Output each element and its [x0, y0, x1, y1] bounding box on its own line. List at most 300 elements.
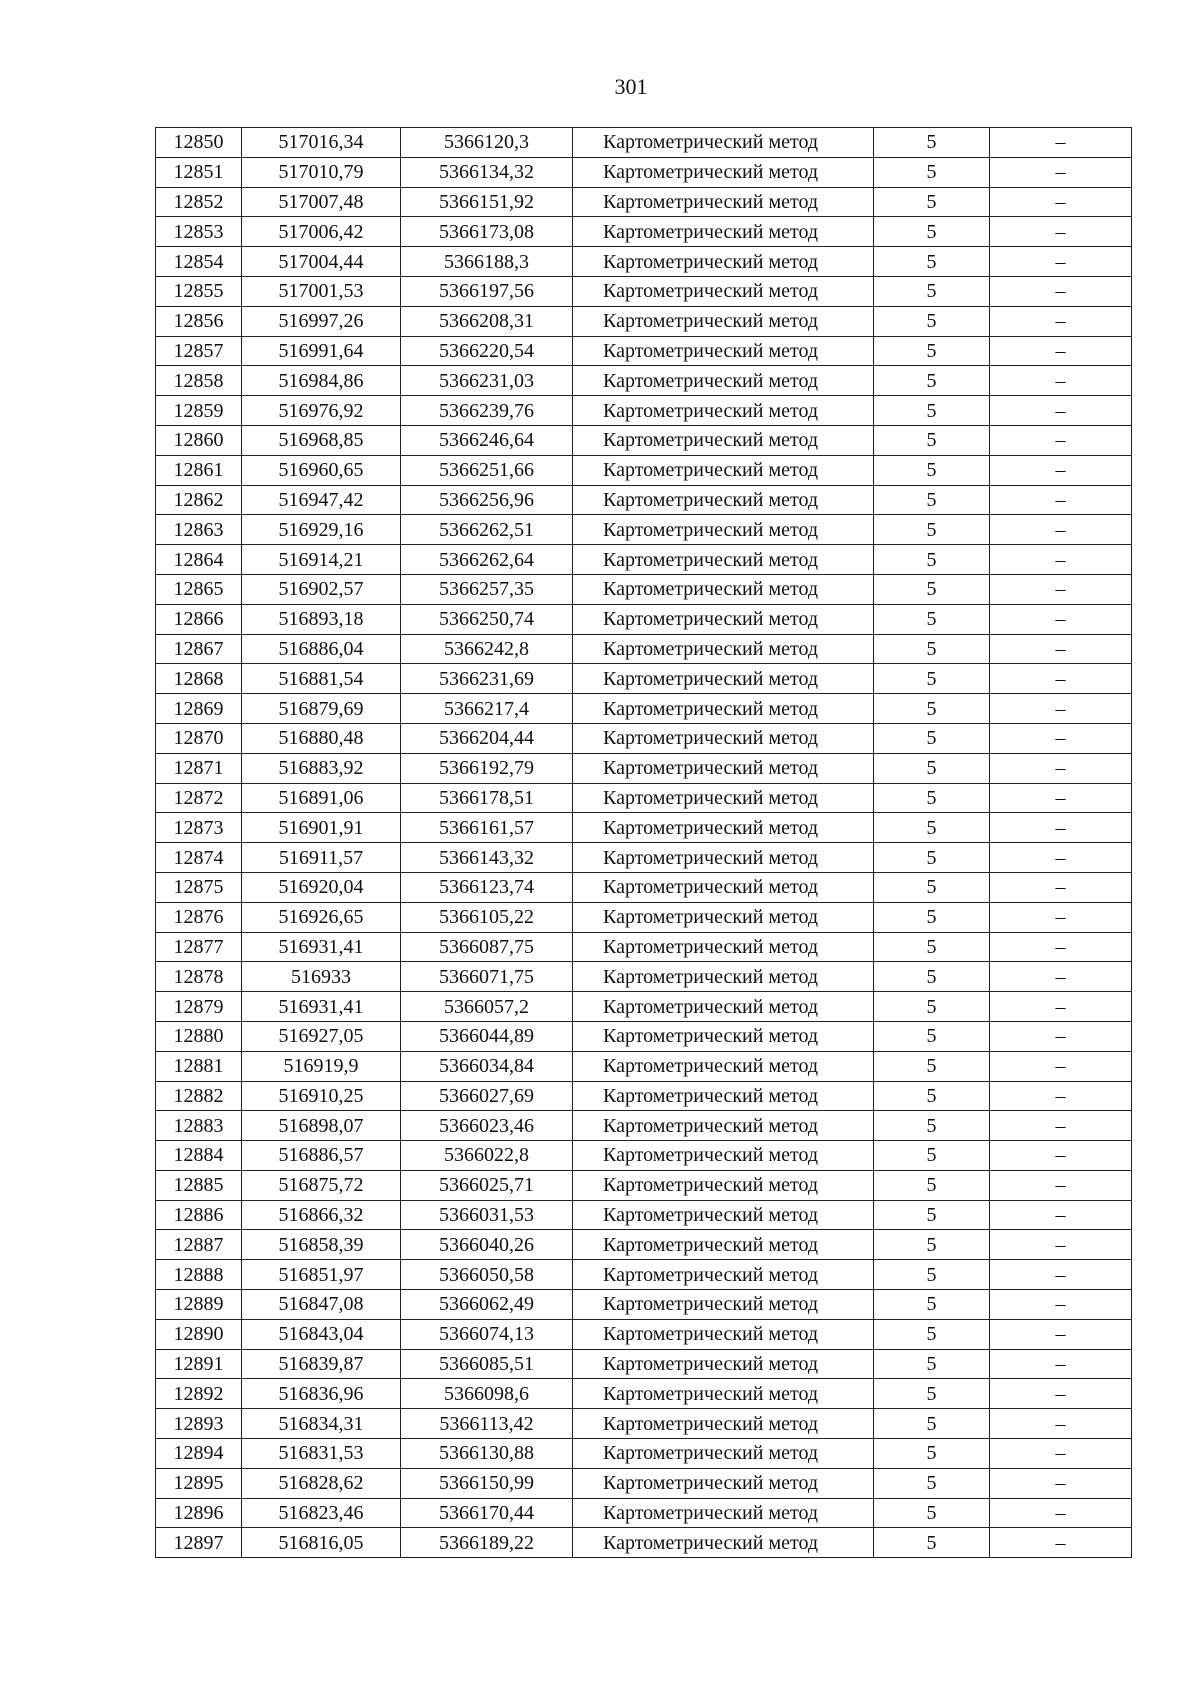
point-number-cell: 12875	[156, 872, 242, 902]
note-cell: –	[990, 962, 1132, 992]
point-number-cell: 12880	[156, 1021, 242, 1051]
note-cell: –	[990, 1230, 1132, 1260]
y-coordinate-cell: 5366044,89	[401, 1021, 573, 1051]
accuracy-cell: 5	[874, 545, 990, 575]
accuracy-cell: 5	[874, 396, 990, 426]
table-row	[156, 276, 1132, 306]
table-row	[156, 306, 1132, 336]
x-coordinate-cell: 516839,87	[242, 1349, 401, 1379]
method-cell: Картометрический метод	[573, 694, 874, 724]
note-cell: –	[990, 187, 1132, 217]
point-number-cell: 12857	[156, 336, 242, 366]
table-row	[156, 1260, 1132, 1290]
accuracy-cell: 5	[874, 783, 990, 813]
table-row	[156, 723, 1132, 753]
table-row	[156, 217, 1132, 247]
accuracy-cell: 5	[874, 1260, 990, 1290]
accuracy-cell: 5	[874, 336, 990, 366]
y-coordinate-cell: 5366242,8	[401, 634, 573, 664]
accuracy-cell: 5	[874, 515, 990, 545]
note-cell: –	[990, 1439, 1132, 1469]
method-cell: Картометрический метод	[573, 1200, 874, 1230]
y-coordinate-cell: 5366197,56	[401, 276, 573, 306]
table-row	[156, 872, 1132, 902]
table-row	[156, 157, 1132, 187]
y-coordinate-cell: 5366050,58	[401, 1260, 573, 1290]
y-coordinate-cell: 5366130,88	[401, 1439, 573, 1469]
accuracy-cell: 5	[874, 157, 990, 187]
point-number-cell: 12873	[156, 813, 242, 843]
table-row	[156, 932, 1132, 962]
x-coordinate-cell: 516881,54	[242, 664, 401, 694]
note-cell: –	[990, 545, 1132, 575]
table-row	[156, 366, 1132, 396]
y-coordinate-cell: 5366188,3	[401, 247, 573, 277]
x-coordinate-cell: 516866,32	[242, 1200, 401, 1230]
point-number-cell: 12892	[156, 1379, 242, 1409]
note-cell: –	[990, 723, 1132, 753]
method-cell: Картометрический метод	[573, 515, 874, 545]
point-number-cell: 12851	[156, 157, 242, 187]
x-coordinate-cell: 516893,18	[242, 604, 401, 634]
table-row	[156, 1349, 1132, 1379]
table-body	[156, 128, 1132, 1558]
method-cell: Картометрический метод	[573, 1051, 874, 1081]
method-cell: Картометрический метод	[573, 1409, 874, 1439]
x-coordinate-cell: 516997,26	[242, 306, 401, 336]
note-cell: –	[990, 128, 1132, 158]
table-row	[156, 128, 1132, 158]
table-row	[156, 1081, 1132, 1111]
y-coordinate-cell: 5366025,71	[401, 1170, 573, 1200]
accuracy-cell: 5	[874, 1200, 990, 1230]
accuracy-cell: 5	[874, 1439, 990, 1469]
method-cell: Картометрический метод	[573, 1498, 874, 1528]
table-row	[156, 634, 1132, 664]
note-cell: –	[990, 574, 1132, 604]
y-coordinate-cell: 5366151,92	[401, 187, 573, 217]
point-number-cell: 12883	[156, 1111, 242, 1141]
y-coordinate-cell: 5366217,4	[401, 694, 573, 724]
method-cell: Картометрический метод	[573, 574, 874, 604]
method-cell: Картометрический метод	[573, 1528, 874, 1558]
note-cell: –	[990, 276, 1132, 306]
accuracy-cell: 5	[874, 1528, 990, 1558]
method-cell: Картометрический метод	[573, 604, 874, 634]
method-cell: Картометрический метод	[573, 1349, 874, 1379]
accuracy-cell: 5	[874, 902, 990, 932]
point-number-cell: 12855	[156, 276, 242, 306]
accuracy-cell: 5	[874, 276, 990, 306]
point-number-cell: 12876	[156, 902, 242, 932]
note-cell: –	[990, 634, 1132, 664]
point-number-cell: 12888	[156, 1260, 242, 1290]
accuracy-cell: 5	[874, 1290, 990, 1320]
method-cell: Картометрический метод	[573, 1111, 874, 1141]
y-coordinate-cell: 5366113,42	[401, 1409, 573, 1439]
x-coordinate-cell: 516910,25	[242, 1081, 401, 1111]
y-coordinate-cell: 5366250,74	[401, 604, 573, 634]
point-number-cell: 12870	[156, 723, 242, 753]
x-coordinate-cell: 516960,65	[242, 455, 401, 485]
y-coordinate-cell: 5366208,31	[401, 306, 573, 336]
table-row	[156, 1170, 1132, 1200]
method-cell: Картометрический метод	[573, 545, 874, 575]
note-cell: –	[990, 1290, 1132, 1320]
table-row	[156, 396, 1132, 426]
table-row	[156, 1141, 1132, 1171]
method-cell: Картометрический метод	[573, 396, 874, 426]
note-cell: –	[990, 1528, 1132, 1558]
method-cell: Картометрический метод	[573, 1319, 874, 1349]
note-cell: –	[990, 992, 1132, 1022]
x-coordinate-cell: 516984,86	[242, 366, 401, 396]
point-number-cell: 12856	[156, 306, 242, 336]
note-cell: –	[990, 336, 1132, 366]
note-cell: –	[990, 515, 1132, 545]
method-cell: Картометрический метод	[573, 1290, 874, 1320]
point-number-cell: 12882	[156, 1081, 242, 1111]
y-coordinate-cell: 5366161,57	[401, 813, 573, 843]
x-coordinate-cell: 516834,31	[242, 1409, 401, 1439]
page-number: 301	[614, 74, 648, 99]
x-coordinate-cell: 517004,44	[242, 247, 401, 277]
note-cell: –	[990, 455, 1132, 485]
x-coordinate-cell: 516931,41	[242, 992, 401, 1022]
accuracy-cell: 5	[874, 1051, 990, 1081]
note-cell: –	[990, 366, 1132, 396]
table-row	[156, 515, 1132, 545]
note-cell: –	[990, 902, 1132, 932]
note-cell: –	[990, 694, 1132, 724]
point-number-cell: 12858	[156, 366, 242, 396]
point-number-cell: 12852	[156, 187, 242, 217]
x-coordinate-cell: 516823,46	[242, 1498, 401, 1528]
x-coordinate-cell: 516926,65	[242, 902, 401, 932]
table-row	[156, 1528, 1132, 1558]
x-coordinate-cell: 516851,97	[242, 1260, 401, 1290]
table-row	[156, 694, 1132, 724]
x-coordinate-cell: 516976,92	[242, 396, 401, 426]
note-cell: –	[990, 604, 1132, 634]
method-cell: Картометрический метод	[573, 753, 874, 783]
point-number-cell: 12872	[156, 783, 242, 813]
note-cell: –	[990, 396, 1132, 426]
x-coordinate-cell: 516886,04	[242, 634, 401, 664]
table-row	[156, 843, 1132, 873]
x-coordinate-cell: 516968,85	[242, 425, 401, 455]
x-coordinate-cell: 517007,48	[242, 187, 401, 217]
x-coordinate-cell: 517006,42	[242, 217, 401, 247]
y-coordinate-cell: 5366031,53	[401, 1200, 573, 1230]
accuracy-cell: 5	[874, 872, 990, 902]
method-cell: Картометрический метод	[573, 128, 874, 158]
method-cell: Картометрический метод	[573, 455, 874, 485]
note-cell: –	[990, 1170, 1132, 1200]
table-row	[156, 247, 1132, 277]
accuracy-cell: 5	[874, 455, 990, 485]
y-coordinate-cell: 5366256,96	[401, 485, 573, 515]
x-coordinate-cell: 516927,05	[242, 1021, 401, 1051]
accuracy-cell: 5	[874, 1021, 990, 1051]
y-coordinate-cell: 5366085,51	[401, 1349, 573, 1379]
y-coordinate-cell: 5366257,35	[401, 574, 573, 604]
accuracy-cell: 5	[874, 1170, 990, 1200]
accuracy-cell: 5	[874, 992, 990, 1022]
point-number-cell: 12891	[156, 1349, 242, 1379]
x-coordinate-cell: 516947,42	[242, 485, 401, 515]
table-row	[156, 1319, 1132, 1349]
table-row	[156, 574, 1132, 604]
method-cell: Картометрический метод	[573, 932, 874, 962]
method-cell: Картометрический метод	[573, 1439, 874, 1469]
point-number-cell: 12874	[156, 843, 242, 873]
accuracy-cell: 5	[874, 425, 990, 455]
accuracy-cell: 5	[874, 1498, 990, 1528]
method-cell: Картометрический метод	[573, 1468, 874, 1498]
accuracy-cell: 5	[874, 485, 990, 515]
x-coordinate-cell: 516847,08	[242, 1290, 401, 1320]
method-cell: Картометрический метод	[573, 1021, 874, 1051]
y-coordinate-cell: 5366231,03	[401, 366, 573, 396]
method-cell: Картометрический метод	[573, 723, 874, 753]
y-coordinate-cell: 5366057,2	[401, 992, 573, 1022]
accuracy-cell: 5	[874, 1468, 990, 1498]
y-coordinate-cell: 5366034,84	[401, 1051, 573, 1081]
table-row	[156, 1409, 1132, 1439]
table-row	[156, 1051, 1132, 1081]
x-coordinate-cell: 516911,57	[242, 843, 401, 873]
table-row	[156, 664, 1132, 694]
table-row	[156, 813, 1132, 843]
accuracy-cell: 5	[874, 1141, 990, 1171]
x-coordinate-cell: 516836,96	[242, 1379, 401, 1409]
accuracy-cell: 5	[874, 604, 990, 634]
method-cell: Картометрический метод	[573, 1141, 874, 1171]
note-cell: –	[990, 932, 1132, 962]
table-row	[156, 1290, 1132, 1320]
point-number-cell: 12895	[156, 1468, 242, 1498]
accuracy-cell: 5	[874, 813, 990, 843]
y-coordinate-cell: 5366150,99	[401, 1468, 573, 1498]
y-coordinate-cell: 5366040,26	[401, 1230, 573, 1260]
y-coordinate-cell: 5366023,46	[401, 1111, 573, 1141]
method-cell: Картометрический метод	[573, 157, 874, 187]
table-row	[156, 1498, 1132, 1528]
table-row	[156, 455, 1132, 485]
x-coordinate-cell: 516901,91	[242, 813, 401, 843]
accuracy-cell: 5	[874, 128, 990, 158]
point-number-cell: 12859	[156, 396, 242, 426]
y-coordinate-cell: 5366022,8	[401, 1141, 573, 1171]
table-row	[156, 1230, 1132, 1260]
method-cell: Картометрический метод	[573, 485, 874, 515]
table-row	[156, 425, 1132, 455]
note-cell: –	[990, 306, 1132, 336]
point-number-cell: 12887	[156, 1230, 242, 1260]
note-cell: –	[990, 1498, 1132, 1528]
x-coordinate-cell: 517016,34	[242, 128, 401, 158]
y-coordinate-cell: 5366192,79	[401, 753, 573, 783]
y-coordinate-cell: 5366123,74	[401, 872, 573, 902]
x-coordinate-cell: 516828,62	[242, 1468, 401, 1498]
note-cell: –	[990, 1260, 1132, 1290]
y-coordinate-cell: 5366262,51	[401, 515, 573, 545]
point-number-cell: 12864	[156, 545, 242, 575]
note-cell: –	[990, 843, 1132, 873]
point-number-cell: 12867	[156, 634, 242, 664]
method-cell: Картометрический метод	[573, 1260, 874, 1290]
accuracy-cell: 5	[874, 1111, 990, 1141]
x-coordinate-cell: 516902,57	[242, 574, 401, 604]
x-coordinate-cell: 516879,69	[242, 694, 401, 724]
point-number-cell: 12897	[156, 1528, 242, 1558]
note-cell: –	[990, 753, 1132, 783]
accuracy-cell: 5	[874, 1349, 990, 1379]
point-number-cell: 12896	[156, 1498, 242, 1528]
x-coordinate-cell: 516931,41	[242, 932, 401, 962]
table-row	[156, 545, 1132, 575]
x-coordinate-cell: 516891,06	[242, 783, 401, 813]
note-cell: –	[990, 872, 1132, 902]
point-number-cell: 12869	[156, 694, 242, 724]
table-row	[156, 1379, 1132, 1409]
x-coordinate-cell: 516880,48	[242, 723, 401, 753]
point-number-cell: 12854	[156, 247, 242, 277]
x-coordinate-cell: 516886,57	[242, 1141, 401, 1171]
note-cell: –	[990, 1081, 1132, 1111]
table-row	[156, 604, 1132, 634]
accuracy-cell: 5	[874, 187, 990, 217]
x-coordinate-cell: 516920,04	[242, 872, 401, 902]
table-row	[156, 1111, 1132, 1141]
point-number-cell: 12866	[156, 604, 242, 634]
point-number-cell: 12850	[156, 128, 242, 158]
note-cell: –	[990, 1379, 1132, 1409]
method-cell: Картометрический метод	[573, 336, 874, 366]
x-coordinate-cell: 516914,21	[242, 545, 401, 575]
accuracy-cell: 5	[874, 1230, 990, 1260]
method-cell: Картометрический метод	[573, 276, 874, 306]
method-cell: Картометрический метод	[573, 992, 874, 1022]
accuracy-cell: 5	[874, 366, 990, 396]
accuracy-cell: 5	[874, 694, 990, 724]
table-row	[156, 1439, 1132, 1469]
note-cell: –	[990, 425, 1132, 455]
point-number-cell: 12865	[156, 574, 242, 604]
x-coordinate-cell: 516919,9	[242, 1051, 401, 1081]
method-cell: Картометрический метод	[573, 872, 874, 902]
note-cell: –	[990, 217, 1132, 247]
point-number-cell: 12877	[156, 932, 242, 962]
method-cell: Картометрический метод	[573, 843, 874, 873]
note-cell: –	[990, 157, 1132, 187]
accuracy-cell: 5	[874, 247, 990, 277]
table-row	[156, 1200, 1132, 1230]
y-coordinate-cell: 5366074,13	[401, 1319, 573, 1349]
method-cell: Картометрический метод	[573, 1379, 874, 1409]
x-coordinate-cell: 516929,16	[242, 515, 401, 545]
y-coordinate-cell: 5366251,66	[401, 455, 573, 485]
method-cell: Картометрический метод	[573, 306, 874, 336]
table-row	[156, 902, 1132, 932]
y-coordinate-cell: 5366027,69	[401, 1081, 573, 1111]
y-coordinate-cell: 5366087,75	[401, 932, 573, 962]
note-cell: –	[990, 1468, 1132, 1498]
point-number-cell: 12890	[156, 1319, 242, 1349]
x-coordinate-cell: 516875,72	[242, 1170, 401, 1200]
coordinates-table	[155, 127, 1132, 1558]
method-cell: Картометрический метод	[573, 962, 874, 992]
accuracy-cell: 5	[874, 962, 990, 992]
accuracy-cell: 5	[874, 664, 990, 694]
note-cell: –	[990, 783, 1132, 813]
note-cell: –	[990, 1409, 1132, 1439]
method-cell: Картометрический метод	[573, 366, 874, 396]
point-number-cell: 12861	[156, 455, 242, 485]
point-number-cell: 12886	[156, 1200, 242, 1230]
point-number-cell: 12863	[156, 515, 242, 545]
x-coordinate-cell: 516933	[242, 962, 401, 992]
accuracy-cell: 5	[874, 306, 990, 336]
point-number-cell: 12894	[156, 1439, 242, 1469]
x-coordinate-cell: 516898,07	[242, 1111, 401, 1141]
point-number-cell: 12862	[156, 485, 242, 515]
table-row	[156, 336, 1132, 366]
method-cell: Картометрический метод	[573, 783, 874, 813]
accuracy-cell: 5	[874, 634, 990, 664]
table-row	[156, 1468, 1132, 1498]
point-number-cell: 12884	[156, 1141, 242, 1171]
note-cell: –	[990, 247, 1132, 277]
table-row	[156, 485, 1132, 515]
table-row	[156, 992, 1132, 1022]
y-coordinate-cell: 5366062,49	[401, 1290, 573, 1320]
note-cell: –	[990, 1319, 1132, 1349]
x-coordinate-cell: 516816,05	[242, 1528, 401, 1558]
point-number-cell: 12860	[156, 425, 242, 455]
method-cell: Картометрический метод	[573, 813, 874, 843]
method-cell: Картометрический метод	[573, 217, 874, 247]
table-row	[156, 783, 1132, 813]
accuracy-cell: 5	[874, 574, 990, 604]
accuracy-cell: 5	[874, 1319, 990, 1349]
point-number-cell: 12893	[156, 1409, 242, 1439]
x-coordinate-cell: 517010,79	[242, 157, 401, 187]
method-cell: Картометрический метод	[573, 1170, 874, 1200]
accuracy-cell: 5	[874, 1379, 990, 1409]
accuracy-cell: 5	[874, 843, 990, 873]
x-coordinate-cell: 516883,92	[242, 753, 401, 783]
method-cell: Картометрический метод	[573, 902, 874, 932]
point-number-cell: 12868	[156, 664, 242, 694]
method-cell: Картометрический метод	[573, 1230, 874, 1260]
y-coordinate-cell: 5366105,22	[401, 902, 573, 932]
point-number-cell: 12871	[156, 753, 242, 783]
note-cell: –	[990, 485, 1132, 515]
accuracy-cell: 5	[874, 753, 990, 783]
y-coordinate-cell: 5366071,75	[401, 962, 573, 992]
x-coordinate-cell: 516831,53	[242, 1439, 401, 1469]
table-row	[156, 962, 1132, 992]
table-row	[156, 1021, 1132, 1051]
method-cell: Картометрический метод	[573, 187, 874, 217]
x-coordinate-cell: 516843,04	[242, 1319, 401, 1349]
accuracy-cell: 5	[874, 723, 990, 753]
y-coordinate-cell: 5366178,51	[401, 783, 573, 813]
point-number-cell: 12889	[156, 1290, 242, 1320]
x-coordinate-cell: 516991,64	[242, 336, 401, 366]
